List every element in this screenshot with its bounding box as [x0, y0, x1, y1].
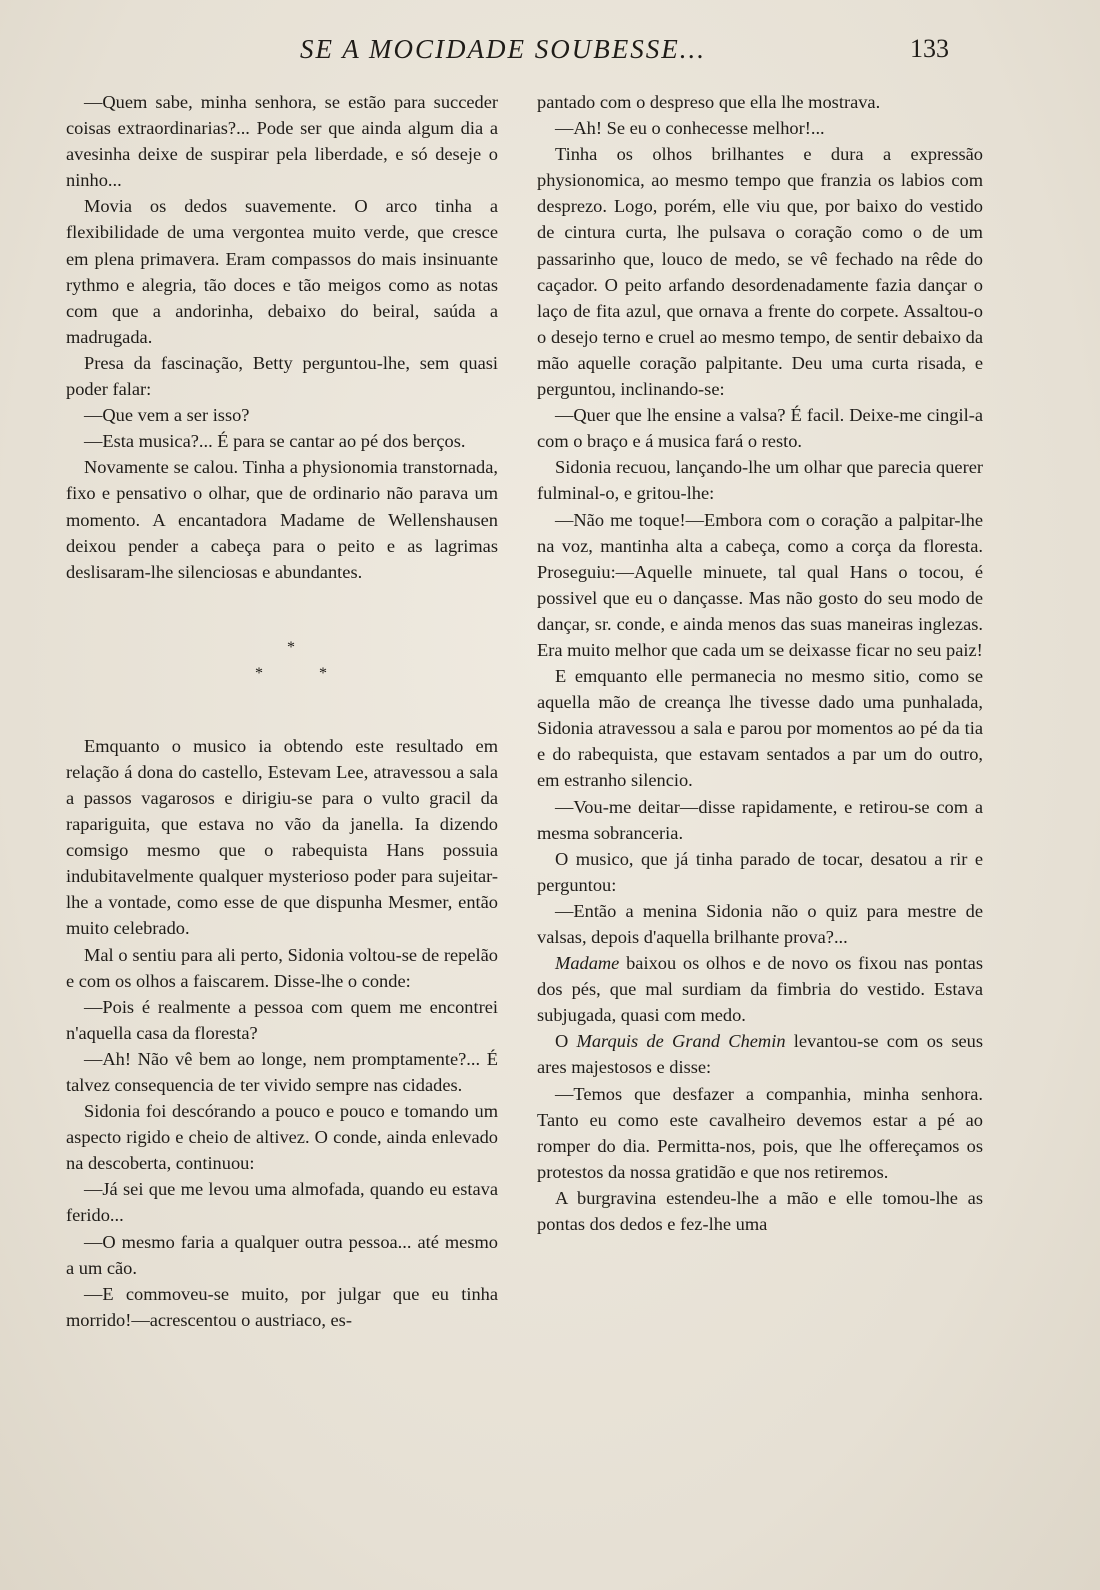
paragraph — [537, 950, 983, 1028]
paragraph: —Então a menina Sidonia não o quiz para mestre de valsas, depois d'aquella brilhante prova?... — [537, 900, 983, 947]
left-column — [66, 89, 498, 1333]
paragraph: Novamente se calou. Tinha a physionomia transtornada, fixo e pensativo o olhar, que de ordinario não parava um momento. A encantadora Madame de Wellenshausen deixou pender a cabeça para o peito e as lagrimas deslisaram-lhe silenciosas e abundantes. — [66, 457, 498, 582]
paragraph-text: O — [555, 1031, 577, 1052]
paragraph: Mal o sentiu para ali perto, Sidonia voltou-se de repelão e com os olhos a faiscarem. Disse-lhe o conde: — [66, 944, 498, 991]
paragraph: Sidonia recuou, lançando-lhe um olhar que parecia querer fulminal-o, e gritou-lhe: — [537, 457, 983, 504]
paragraph: Emquanto o musico ia obtendo este resultado em relação á dona do castello, Estevam Lee, atravessou a sala a passos vagarosos e dirigiu-se para o vulto gracil da rapariguita, que estava no vão da janella. Ia dizendo comsigo mesmo que o rabequista Hans possuia indubitavelmente qualquer mysterioso poder para sujeitar-lhe a vontade, como esse de que dispunha Mesmer, então muito celebrado. — [66, 735, 498, 939]
paragraph: —O mesmo faria a qualquer outra pessoa... até mesmo a um cão. — [66, 1231, 498, 1278]
page-number: 133 — [910, 34, 949, 63]
paragraph: Movia os dedos suavemente. O arco tinha a flexibilidade de uma vergontea muito verde, que cresce em plena primavera. Eram compassos do mais insinuante rythmo e alegria, tão doces e tão meigos como as notas com que a andorinha, debaixo do beiral, saúda a madrugada. — [66, 196, 498, 347]
paragraph: —Pois é realmente a pessoa com quem me encontrei n'aquella casa da floresta? — [66, 996, 498, 1043]
paragraph — [537, 1028, 983, 1080]
paragraph: —Quer que lhe ensine a valsa? É facil. Deixe-me cingil-a com o braço e á musica fará o resto. — [537, 405, 983, 452]
paragraph: —Ah! Não vê bem ao longe, nem promptamente?... É talvez consequencia de ter vivido sempre nas cidades. — [66, 1048, 498, 1095]
paragraph: —E commoveu-se muito, por julgar que eu tinha morrido!—acrescentou o austriaco, es- — [66, 1283, 498, 1330]
running-header-title: SE A MOCIDADE SOUBESSE... — [300, 34, 706, 64]
paragraph: —Temos que desfazer a companhia, minha senhora. Tanto eu como este cavalheiro devemos estar a pé ao romper do dia. Permitta-nos, pois, que lhe offereçamos os protestos da nossa gratidão e que nos retiremos. — [537, 1083, 983, 1182]
section-break-asterism: * * — [255, 664, 353, 682]
paragraph: —Esta musica?... É para se cantar ao pé dos berços. — [84, 431, 466, 452]
paragraph: —Ah! Se eu o conhecesse melhor!... — [555, 118, 825, 139]
paragraph: O musico, que já tinha parado de tocar, desatou a rir e perguntou: — [537, 848, 983, 895]
paragraph: —Quem sabe, minha senhora, se estão para succeder coisas extraordinarias?... Pode ser que ainda algum dia a avesinha deixe de suspirar pela liberdade, e só deseje o ninho... — [66, 92, 498, 191]
paragraph: —Não me toque!—Embora com o coração a palpitar-lhe na voz, mantinha alta a cabeça, como a corça da floresta. Proseguiu:—Aquelle minuete, tal qual Hans o tocou, é possivel que eu o dançasse. Mas não gosto do seu modo de dançar, sr. conde, e ainda menos das suas maneiras inglezas. Era muito melhor que cada um se deixasse ficar no seu paiz! — [537, 509, 983, 660]
paragraph: Sidonia foi descórando a pouco e pouco e tomando um aspecto rigido e cheio de altivez. O conde, ainda enlevado na descoberta, continuou: — [66, 1101, 498, 1174]
paragraph: Presa da fascinação, Betty perguntou-lhe, sem quasi poder falar: — [66, 352, 498, 400]
paragraph: pantado com o despreso que ella lhe mostrava. — [537, 92, 881, 112]
right-column — [537, 89, 983, 1237]
paragraph-text: levantou-se com os seus ares majestosos e disse: — [537, 1031, 983, 1078]
italic-text: Madame — [555, 953, 620, 974]
italic-text: Marquis de Grand Chemin — [576, 1031, 786, 1052]
paragraph: —Que vem a ser isso? — [84, 405, 250, 426]
paragraph: —Já sei que me levou uma almofada, quando eu estava ferido... — [66, 1179, 498, 1226]
section-break-asterism: * — [287, 638, 295, 656]
paragraph: Tinha os olhos brilhantes e dura a expressão physionomica, ao mesmo tempo que franzia os labios com desprezo. Logo, porém, elle viu que, por baixo do vestido de cintura curta, lhe pulsava o coração como o de um passarinho que, louco de medo, se vê fechado na rêde do caçador. O peito arfando desordenadamente fazia dançar o laço de fita azul, que ornava a frente do corpete. Assaltou-o o desejo terno e cruel ao mesmo tempo, de sentir debaixo da mão aquelle coração palpitante. Deu uma curta risada, e perguntou, inclinando-se: — [537, 144, 983, 400]
paragraph: —Vou-me deitar—disse rapidamente, e retirou-se com a mesma sobranceria. — [537, 796, 983, 843]
paragraph-text: baixou os olhos e de novo os fixou nas pontas dos pés, que mal surdiam da fimbria do vestido. Estava subjugada, quasi com medo. — [537, 953, 983, 1026]
paragraph: E emquanto elle permanecia no mesmo sitio, como se aquella mão de creança lhe tivesse dado uma punhalada, Sidonia atravessou a sala e parou por momentos ao pé da tia e do rabequista, que estavam sentados a par um do outro, em estranho silencio. — [537, 666, 983, 791]
paragraph: A burgravina estendeu-lhe a mão e elle tomou-lhe as pontas dos dedos e fez-lhe uma — [537, 1187, 983, 1235]
